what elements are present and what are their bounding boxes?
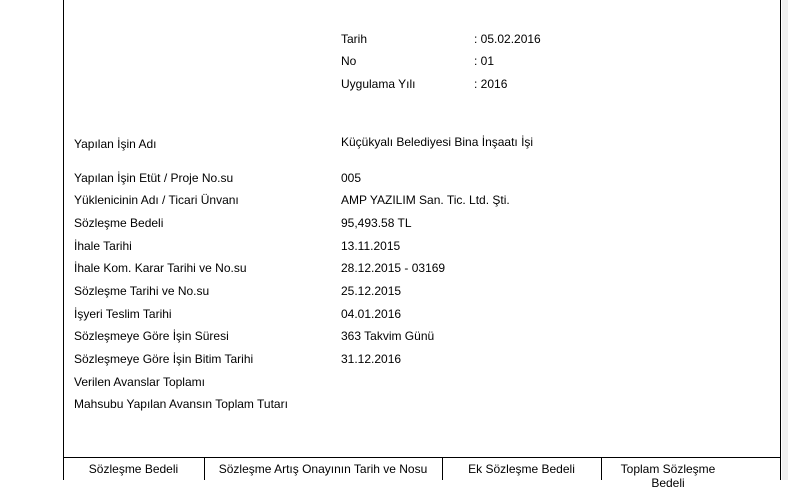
field-label: İhale Kom. Karar Tarihi ve No.su <box>74 261 247 275</box>
field-value: 31.12.2016 <box>341 352 402 366</box>
number-label: No <box>341 54 357 68</box>
field-value: AMP YAZILIM San. Tic. Ltd. Şti. <box>341 193 510 207</box>
column-divider <box>601 457 602 480</box>
date-label: Tarih <box>341 32 368 46</box>
field-value: 363 Takvim Günü <box>341 329 435 343</box>
field-label: İşyeri Teslim Tarihi <box>74 307 172 321</box>
table-top-border <box>63 457 781 458</box>
field-label: Verilen Avanslar Toplamı <box>74 375 205 389</box>
date-value: : 05.02.2016 <box>474 32 541 46</box>
column-header-additional-price: Ek Sözleşme Bedeli <box>468 462 575 476</box>
field-label: Yapılan İşin Etüt / Proje No.su <box>74 171 234 185</box>
field-value: 28.12.2015 - 03169 <box>341 261 446 275</box>
field-label: Sözleşmeye Göre İşin Bitim Tarihi <box>74 352 254 366</box>
project-name-value: Küçükyalı Belediyesi Bina İnşaatı İşi <box>341 135 534 149</box>
field-label: Sözleşme Bedeli <box>74 216 164 230</box>
application-year-label: Uygulama Yılı <box>341 77 416 91</box>
field-label: Mahsubu Yapılan Avansın Toplam Tutarı <box>74 397 288 411</box>
field-label: İhale Tarihi <box>74 239 132 253</box>
field-value: 25.12.2015 <box>341 284 402 298</box>
project-name-label: Yapılan İşin Adı <box>74 137 157 151</box>
column-header-contract-price: Sözleşme Bedeli <box>88 462 179 476</box>
field-value: 005 <box>341 171 362 185</box>
column-header-total-price: Toplam Sözleşme Bedeli <box>620 462 716 490</box>
field-value: 95,493.58 TL <box>341 216 412 230</box>
field-value: 13.11.2015 <box>341 239 401 253</box>
field-value: 04.01.2016 <box>341 307 402 321</box>
field-label: Yüklenicinin Adı / Ticari Ünvanı <box>74 193 239 207</box>
field-label: Sözleşmeye Göre İşin Süresi <box>74 329 229 343</box>
number-value: : 01 <box>474 54 495 68</box>
application-year-value: : 2016 <box>474 77 508 91</box>
scroll-gutter <box>782 0 788 480</box>
column-header-increase-approval: Sözleşme Artış Onayının Tarih ve Nosu <box>218 462 428 476</box>
field-label: Sözleşme Tarihi ve No.su <box>74 284 210 298</box>
